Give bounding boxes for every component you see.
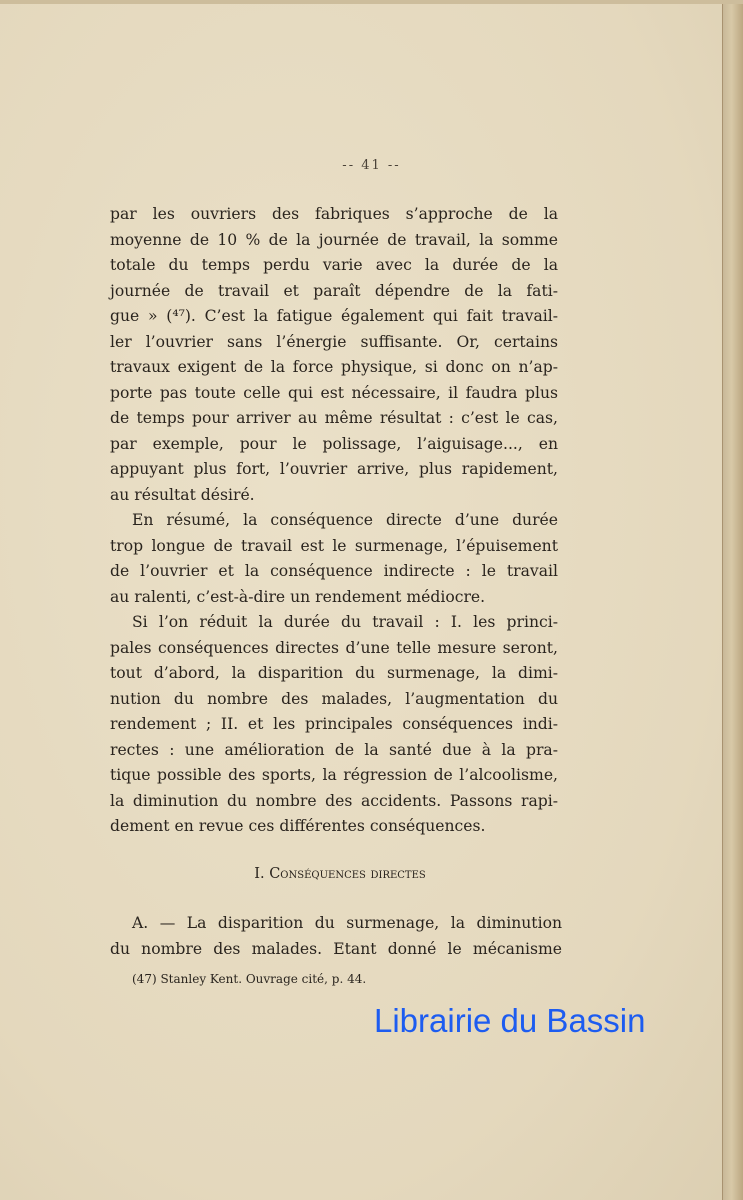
text-line: porte pas toute celle qui est nécessaire, il faudra plus xyxy=(110,383,558,402)
footnote: (47) Stanley Kent. Ouvrage cité, p. 44. xyxy=(132,972,367,986)
text-line: au résultat désiré. xyxy=(110,485,255,504)
watermark: Librairie du Bassin xyxy=(374,1002,646,1039)
text-line: par exemple, pour le polissage, l’aiguisage..., en xyxy=(110,434,558,453)
text-line: journée de travail et paraît dépendre de la fati- xyxy=(110,281,558,300)
text-line: En résumé, la conséquence directe d’une durée xyxy=(132,511,558,529)
text-line: tout d’abord, la disparition du surmenage, la dimi- xyxy=(110,664,558,682)
section-heading: I. Conséquences directes xyxy=(254,866,426,882)
text-line: rectes : une amélioration de la santé due à la pra- xyxy=(110,740,558,759)
text-line: par les ouvriers des fabriques s’approche de la xyxy=(110,205,558,223)
body-text xyxy=(110,202,558,840)
text-line: rendement ; II. et les principales conséquences indi- xyxy=(110,715,558,733)
text-line: au ralenti, c’est-à-dire un rendement médiocre. xyxy=(110,587,486,606)
paragraph-a xyxy=(110,910,562,962)
text-line: Si l’on réduit la durée du travail : I. les princi- xyxy=(132,613,558,631)
page-top-edge xyxy=(0,0,743,4)
text-line: A. — La disparition du surmenage, la diminution xyxy=(132,914,562,932)
text-line: travaux exigent de la force physique, si donc on n’ap- xyxy=(110,358,558,376)
text-line: totale du temps perdu varie avec la durée de la xyxy=(110,256,558,274)
text-line: appuyant plus fort, l’ouvrier arrive, plus rapidement, xyxy=(110,460,558,478)
page-stack-edge xyxy=(722,0,743,1200)
text-line: ler l’ouvrier sans l’énergie suffisante. Or, certains xyxy=(110,332,558,351)
text-line: de l’ouvrier et la conséquence indirecte : le travail xyxy=(110,562,558,580)
text-line: nution du nombre des malades, l’augmentation du xyxy=(110,689,558,708)
text-line: trop longue de travail est le surmenage, l’épuisement xyxy=(110,536,558,555)
text-line: moyenne de 10 % de la journée de travail, la somme xyxy=(110,230,558,249)
text-line: tique possible des sports, la régression de l’alcoolisme, xyxy=(110,766,558,784)
text-line: pales conséquences directes d’une telle mesure seront, xyxy=(110,638,558,657)
page-number: -- 41 -- xyxy=(342,158,401,173)
text-line: de temps pour arriver au même résultat : c’est le cas, xyxy=(110,409,558,427)
text-line: gue » (⁴⁷). C’est la fatigue également qui fait travail- xyxy=(110,307,558,325)
text-line: du nombre des malades. Etant donné le mécanisme xyxy=(110,940,562,958)
text-line: la diminution du nombre des accidents. Passons rapi- xyxy=(110,791,558,810)
text-line: dement en revue ces différentes conséquences. xyxy=(110,817,486,835)
